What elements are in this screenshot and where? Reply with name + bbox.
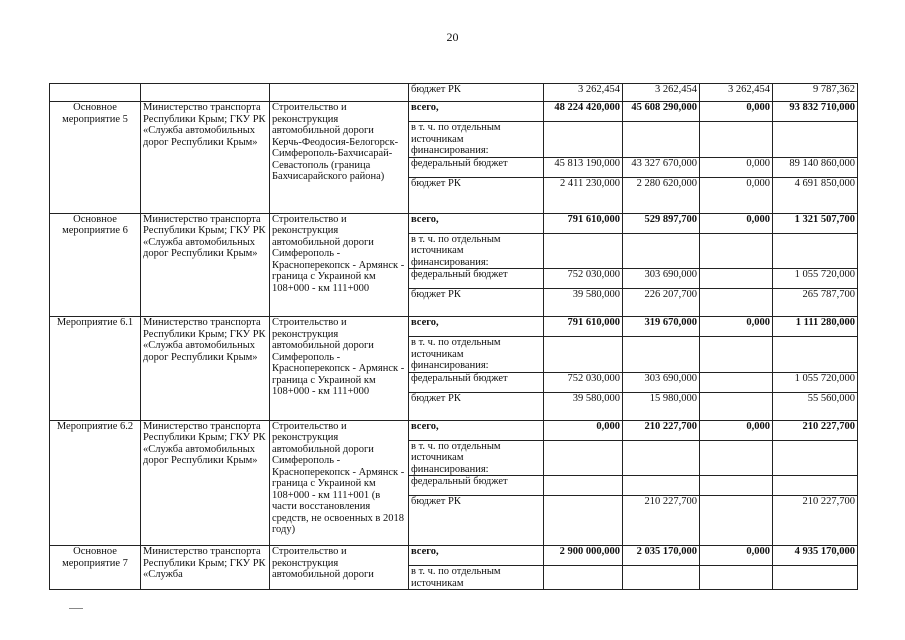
source-cell: федеральный бюджет <box>409 157 544 177</box>
description-cell <box>270 84 409 102</box>
value-cell <box>623 122 700 158</box>
measure-description: Строительство и реконструкция автомобильной дороги Симферополь - Красноперекопск - Армянск - граница с Украиной км 108+000 - км 111+000 <box>270 213 409 317</box>
value-cell: 2 280 620,000 <box>623 177 700 213</box>
value-cell: 43 327 670,000 <box>623 157 700 177</box>
value-cell: 1 111 280,000 <box>773 317 858 337</box>
value-cell: 791 610,000 <box>544 213 623 233</box>
source-cell: всего, <box>409 102 544 122</box>
page-number: 20 <box>446 30 459 44</box>
value-cell: 15 980,000 <box>623 392 700 420</box>
value-cell: 0,000 <box>700 157 773 177</box>
executor-name: Министерство транспорта Республики Крым; ГКУ РК «Служба автомобильных дорог Республики Крым» <box>141 317 270 421</box>
source-cell: всего, <box>409 420 544 440</box>
source-cell: бюджет РК <box>409 84 544 102</box>
value-cell <box>700 496 773 546</box>
footer-mark <box>69 608 83 609</box>
value-cell: 2 900 000,000 <box>544 546 623 566</box>
value-cell: 39 580,000 <box>544 392 623 420</box>
source-cell: в т. ч. по отдельным источникам финансирования: <box>409 233 544 269</box>
value-cell <box>700 337 773 373</box>
value-cell <box>544 496 623 546</box>
value-cell: 3 262,454 <box>700 84 773 102</box>
source-cell: в т. ч. по отдельным источникам финансирования: <box>409 122 544 158</box>
value-cell: 319 670,000 <box>623 317 700 337</box>
source-cell: бюджет РК <box>409 392 544 420</box>
value-cell: 0,000 <box>544 420 623 440</box>
table-row <box>50 213 858 233</box>
value-cell <box>773 440 858 476</box>
value-cell <box>700 566 773 590</box>
value-cell <box>700 440 773 476</box>
table-row <box>50 546 858 566</box>
value-cell: 3 262,454 <box>544 84 623 102</box>
source-cell: бюджет РК <box>409 177 544 213</box>
value-cell <box>544 122 623 158</box>
source-cell: бюджет РК <box>409 289 544 317</box>
value-cell <box>773 566 858 590</box>
value-cell <box>700 392 773 420</box>
value-cell: 0,000 <box>700 546 773 566</box>
value-cell <box>623 476 700 496</box>
measure-cell <box>50 84 141 102</box>
value-cell: 226 207,700 <box>623 289 700 317</box>
value-cell <box>700 233 773 269</box>
value-cell: 45 813 190,000 <box>544 157 623 177</box>
measure-name: Основное мероприятие 7 <box>50 546 141 590</box>
table-row <box>50 102 858 122</box>
value-cell <box>544 476 623 496</box>
executor-cell <box>141 84 270 102</box>
value-cell: 9 787,362 <box>773 84 858 102</box>
value-cell <box>623 233 700 269</box>
measure-name: Основное мероприятие 6 <box>50 213 141 317</box>
measure-name: Основное мероприятие 5 <box>50 102 141 214</box>
value-cell <box>544 233 623 269</box>
value-cell: 265 787,700 <box>773 289 858 317</box>
executor-name: Министерство транспорта Республики Крым; ГКУ РК «Служба <box>141 546 270 590</box>
value-cell <box>700 476 773 496</box>
value-cell: 4 691 850,000 <box>773 177 858 213</box>
source-cell: федеральный бюджет <box>409 476 544 496</box>
value-cell: 752 030,000 <box>544 269 623 289</box>
value-cell <box>623 566 700 590</box>
value-cell: 1 055 720,000 <box>773 269 858 289</box>
value-cell <box>773 122 858 158</box>
value-cell: 48 224 420,000 <box>544 102 623 122</box>
value-cell: 791 610,000 <box>544 317 623 337</box>
value-cell: 0,000 <box>700 420 773 440</box>
table-row <box>50 317 858 337</box>
value-cell <box>544 440 623 476</box>
source-cell: всего, <box>409 213 544 233</box>
executor-name: Министерство транспорта Республики Крым; ГКУ РК «Служба автомобильных дорог Республики Крым» <box>141 420 270 546</box>
value-cell: 4 935 170,000 <box>773 546 858 566</box>
value-cell <box>773 337 858 373</box>
value-cell: 3 262,454 <box>623 84 700 102</box>
value-cell <box>700 269 773 289</box>
value-cell <box>544 566 623 590</box>
measure-description: Строительство и реконструкция автомобильной дороги Керчь-Феодосия-Белогорск-Симферополь-Бахчисарай-Севастополь (граница Бахчисарайского района) <box>270 102 409 214</box>
executor-name: Министерство транспорта Республики Крым; ГКУ РК «Служба автомобильных дорог Республики Крым» <box>141 102 270 214</box>
value-cell <box>700 122 773 158</box>
value-cell: 0,000 <box>700 213 773 233</box>
measure-description: Строительство и реконструкция автомобильной дороги Симферополь - Красноперекопск - Армянск - граница с Украиной км 108+000 - км 111+000 <box>270 317 409 421</box>
measure-name: Мероприятие 6.1 <box>50 317 141 421</box>
value-cell: 1 321 507,700 <box>773 213 858 233</box>
value-cell: 210 227,700 <box>623 420 700 440</box>
value-cell <box>544 337 623 373</box>
source-cell: в т. ч. по отдельным источникам финансирования: <box>409 337 544 373</box>
value-cell: 529 897,700 <box>623 213 700 233</box>
value-cell <box>700 372 773 392</box>
value-cell: 0,000 <box>700 177 773 213</box>
value-cell: 303 690,000 <box>623 372 700 392</box>
value-cell <box>773 476 858 496</box>
value-cell <box>773 233 858 269</box>
measure-name: Мероприятие 6.2 <box>50 420 141 546</box>
source-cell: федеральный бюджет <box>409 269 544 289</box>
value-cell: 55 560,000 <box>773 392 858 420</box>
budget-table <box>49 83 858 590</box>
value-cell: 93 832 710,000 <box>773 102 858 122</box>
source-cell: всего, <box>409 546 544 566</box>
measure-description: Строительство и реконструкция автомобильной дороги Симферополь - Красноперекопск - Армянск - граница с Украиной км 108+000 - км 111+001 (в части восстановления средств, не освоенных в 2018 году) <box>270 420 409 546</box>
value-cell: 0,000 <box>700 102 773 122</box>
table-row <box>50 420 858 440</box>
value-cell: 39 580,000 <box>544 289 623 317</box>
source-cell: в т. ч. по отдельным источникам финансирования: <box>409 440 544 476</box>
source-cell: всего, <box>409 317 544 337</box>
value-cell: 303 690,000 <box>623 269 700 289</box>
value-cell <box>700 289 773 317</box>
value-cell: 752 030,000 <box>544 372 623 392</box>
value-cell: 210 227,700 <box>623 496 700 546</box>
value-cell: 1 055 720,000 <box>773 372 858 392</box>
value-cell: 210 227,700 <box>773 420 858 440</box>
value-cell: 89 140 860,000 <box>773 157 858 177</box>
source-cell: в т. ч. по отдельным источникам <box>409 566 544 590</box>
executor-name: Министерство транспорта Республики Крым; ГКУ РК «Служба автомобильных дорог Республики Крым» <box>141 213 270 317</box>
value-cell: 210 227,700 <box>773 496 858 546</box>
value-cell <box>623 337 700 373</box>
value-cell: 45 608 290,000 <box>623 102 700 122</box>
value-cell <box>623 440 700 476</box>
table-row <box>50 84 858 102</box>
value-cell: 0,000 <box>700 317 773 337</box>
value-cell: 2 035 170,000 <box>623 546 700 566</box>
measure-description: Строительство и реконструкция автомобильной дороги <box>270 546 409 590</box>
value-cell: 2 411 230,000 <box>544 177 623 213</box>
table-body <box>50 84 858 590</box>
source-cell: бюджет РК <box>409 496 544 546</box>
source-cell: федеральный бюджет <box>409 372 544 392</box>
